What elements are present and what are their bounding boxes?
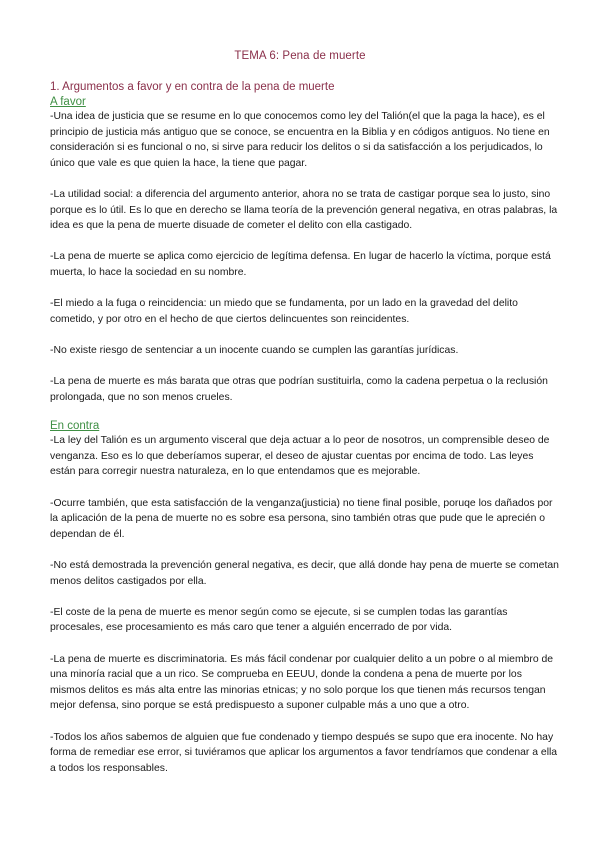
- favor-paragraph: -Una idea de justicia que se resume en lo que conocemos como ley del Talión(el que la paga la hace), es el principio de justicia más antiguo que se conoce, se encuentra en la Biblia y en códigos antiguos. No tiene en consideración si es funcional o no, si sirve para reducir los delitos o si da satisfacción a los perjudicados, lo único que vale es que quien la hace, la tiene que pagar.: [50, 111, 550, 169]
- section-spacer: [50, 405, 560, 419]
- section-heading: 1. Argumentos a favor y en contra de la pena de muerte: [50, 81, 335, 93]
- contra-paragraph: -Todos los años sabemos de alguien que fue condenado y tiempo después se supo que era inocente. No hay forma de remediar ese error, si tuviéramos que aplicar los argumentos a favor tendríamos que condenar a ella a todos los responsables.: [50, 731, 558, 774]
- contra-list: [50, 433, 560, 776]
- favor-paragraph: -No existe riesgo de sentenciar a un inocente cuando se cumplen las garantías jurídicas.: [50, 344, 459, 356]
- contra-paragraph: -El coste de la pena de muerte es menor según como se ejecute, si se cumplen todas las garantías procesales, ese procesamiento es más caro que tener a alguién encerrado de por vida.: [50, 606, 508, 634]
- favor-paragraph: -La utilidad social: a diferencia del argumento anterior, ahora no se trata de castigar porque sea lo justo, sino porque es lo útil. Es lo que en derecho se llama teoría de la prevención general negativa, en otras palabras, la idea es que la pena de muerte disuade de cometer el delito con ella castigado.: [50, 188, 558, 232]
- favor-paragraph: -El miedo a la fuga o reincidencia: un miedo que se fundamenta, por un lado en la gravedad del delito cometido, y por otro en el hecho de que ciertos delincuentes son reincidentes.: [50, 298, 518, 325]
- subheading-a-favor: A favor: [50, 96, 86, 108]
- favor-paragraph: -La pena de muerte se aplica como ejercicio de legítima defensa. En lugar de hacerlo la víctima, porque está muerta, lo hace la sociedad en su nombre.: [50, 251, 551, 278]
- document-body: [50, 80, 560, 776]
- contra-paragraph: -La ley del Talión es un argumento visceral que deja actuar a lo peor de nosotros, un comprensible deseo de venganza. Eso es lo que deberíamos superar, el deseo de ajustar cuentas por encima de todo. Las leyes están para corregir nuestra naturaleza, en lo que entendamos que es mejorable.: [50, 435, 550, 478]
- contra-paragraph: -La pena de muerte es discriminatoria. Es más fácil condenar por cualquier delito a un pobre o al miembro de una minoría racial que a un rico. Se comprueba en EEUU, donde la condena a pena de muerte por los mismos delitos es más alta entre las minorias etnicas; y no solo porque los que tienen más recursos tengan mejor defensa, sino porque se está predispuesto a suponer culpable más a uno que a otro.: [50, 653, 554, 712]
- favor-list: [50, 109, 560, 405]
- contra-paragraph: -No está demostrada la prevención general negativa, es decir, que allá donde hay pena de muerte se cometan menos delitos castigados por ella.: [50, 560, 559, 587]
- subheading-en-contra: En contra: [50, 420, 100, 433]
- contra-paragraph: -Ocurre también, que esta satisfacción de la venganza(justicia) no tiene final posible, poruqe los dañados por la aplicación de la pena de muerte no es sobre esa persona, sino también otras que pude que le aprecién o dependan de él.: [50, 497, 553, 540]
- page-title: TEMA 6: Pena de muerte: [234, 50, 366, 62]
- favor-paragraph: -La pena de muerte es más barata que otras que podrían sustituirla, como la cadena perpetua o la reclusión prolongada, que no son menos crueles.: [50, 376, 548, 403]
